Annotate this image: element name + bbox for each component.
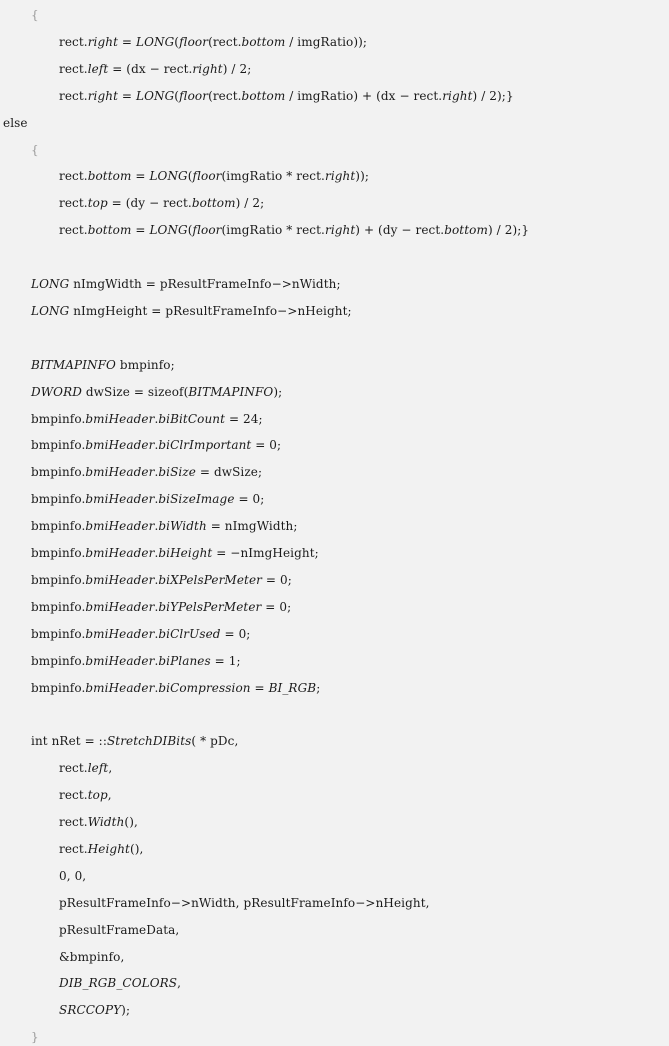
code-line	[0, 60, 251, 78]
code-identifier: floor	[192, 223, 222, 237]
code-text: .	[154, 546, 159, 560]
code-identifier: biPlanes	[158, 654, 211, 668]
code-text: bmpinfo.	[31, 492, 86, 506]
code-text: pResultFrameData,	[59, 923, 180, 937]
code-text: =	[118, 89, 136, 103]
code-text: = 0;	[261, 573, 292, 587]
code-identifier: bmiHeader	[85, 492, 155, 506]
code-line	[0, 221, 529, 239]
code-text: (rect.	[208, 89, 242, 103]
brace-glyph: }	[31, 1030, 39, 1044]
code-text: (imgRatio * rect.	[221, 223, 325, 237]
code-text: (	[174, 35, 180, 49]
code-text: bmpinfo.	[31, 627, 86, 641]
code-text: bmpinfo.	[31, 681, 86, 695]
code-identifier: floor	[179, 89, 209, 103]
code-text: ,	[177, 976, 182, 990]
code-text: dwSize = sizeof(	[81, 385, 189, 399]
code-text: rect.	[59, 169, 88, 183]
code-line	[0, 732, 238, 750]
code-text: ) / 2);}	[472, 89, 514, 103]
code-identifier: biBitCount	[158, 412, 226, 426]
code-text: rect.	[59, 89, 88, 103]
code-line	[0, 921, 179, 939]
code-identifier: right	[192, 62, 223, 76]
code-line	[0, 114, 28, 132]
code-text: rect.	[59, 35, 88, 49]
code-text: = 1;	[210, 654, 241, 668]
code-text: = 0;	[261, 600, 292, 614]
code-text: bmpinfo.	[31, 546, 86, 560]
code-text: ) / 2;	[235, 196, 265, 210]
code-identifier: left	[87, 62, 109, 76]
code-text: .	[154, 519, 159, 533]
code-text: = 24;	[225, 412, 263, 426]
code-identifier: bottom	[241, 35, 286, 49]
code-text: &bmpinfo,	[59, 950, 125, 964]
code-identifier: LONG	[149, 223, 188, 237]
code-text: = 0;	[251, 438, 282, 452]
code-text: ) + (dy − rect.	[355, 223, 445, 237]
code-text: bmpinfo.	[31, 519, 86, 533]
blank-line	[0, 248, 31, 266]
code-line	[0, 33, 367, 51]
code-text: (),	[129, 842, 144, 856]
code-text: bmpinfo.	[31, 412, 86, 426]
code-identifier: bmiHeader	[85, 681, 155, 695]
code-text: ) / 2;	[222, 62, 252, 76]
code-text: .	[154, 492, 159, 506]
code-text: rect.	[59, 788, 88, 802]
code-text: .	[154, 681, 159, 695]
code-text: (	[187, 223, 193, 237]
code-line	[0, 571, 292, 589]
code-line	[0, 463, 262, 481]
code-text: = 0;	[220, 627, 251, 641]
code-text: rect.	[59, 223, 88, 237]
code-identifier: StretchDIBits	[106, 734, 192, 748]
code-identifier: BITMAPINFO	[31, 358, 116, 372]
code-identifier: right	[87, 35, 119, 49]
code-identifier: biCompression	[158, 681, 251, 695]
code-text: .	[154, 654, 159, 668]
code-identifier: bmiHeader	[85, 600, 155, 614]
code-identifier: floor	[192, 169, 222, 183]
code-line	[0, 679, 320, 697]
code-text: .	[154, 627, 159, 641]
code-text: = nImgWidth;	[206, 519, 298, 533]
code-identifier: right	[442, 89, 473, 103]
code-text: rect.	[59, 196, 88, 210]
code-line	[0, 87, 514, 105]
code-text: = −nImgHeight;	[212, 546, 319, 560]
code-text: .	[154, 438, 159, 452]
code-identifier: bmiHeader	[85, 654, 155, 668]
code-identifier: biHeight	[158, 546, 213, 560]
code-line	[0, 141, 39, 159]
code-text: .	[154, 412, 159, 426]
code-line	[0, 356, 175, 374]
code-text: =	[131, 169, 150, 183]
code-identifier: bmiHeader	[85, 573, 155, 587]
code-text: / imgRatio));	[285, 35, 368, 49]
code-line	[0, 275, 341, 293]
code-line	[0, 625, 250, 643]
code-line	[0, 544, 319, 562]
code-text: rect.	[59, 842, 88, 856]
code-text: bmpinfo.	[31, 438, 86, 452]
blank-line	[0, 705, 31, 723]
code-line	[0, 194, 264, 212]
code-identifier: right	[324, 223, 356, 237]
code-text: ( * pDc,	[191, 734, 239, 748]
code-text: = (dx − rect.	[108, 62, 193, 76]
code-text: bmpinfo.	[31, 465, 86, 479]
code-line	[0, 167, 369, 185]
code-line	[0, 813, 138, 831]
code-line	[0, 759, 112, 777]
code-text: (imgRatio * rect.	[221, 169, 325, 183]
code-text: =	[250, 681, 269, 695]
code-identifier: bottom	[241, 89, 286, 103]
code-line	[0, 302, 352, 320]
code-identifier: bmiHeader	[85, 412, 155, 426]
code-identifier: LONG	[31, 304, 70, 318]
code-identifier: bmiHeader	[85, 519, 155, 533]
code-identifier: biXPelsPerMeter	[158, 573, 262, 587]
code-identifier: bmiHeader	[85, 546, 155, 560]
code-text: = (dy − rect.	[107, 196, 192, 210]
code-identifier: right	[324, 169, 356, 183]
code-identifier: top	[87, 788, 108, 802]
code-text: int nRet = ::	[31, 734, 107, 748]
code-identifier: right	[87, 89, 119, 103]
code-identifier: bmiHeader	[85, 438, 155, 452]
code-identifier: biClrImportant	[158, 438, 252, 452]
code-line	[0, 517, 298, 535]
code-text: bmpinfo.	[31, 600, 86, 614]
code-text: bmpinfo;	[116, 358, 175, 372]
code-text: );	[273, 385, 283, 399]
code-identifier: bottom	[87, 169, 132, 183]
code-text: ));	[355, 169, 370, 183]
code-text: bmpinfo.	[31, 573, 86, 587]
code-identifier: floor	[179, 35, 209, 49]
code-text: .	[154, 600, 159, 614]
code-text: (rect.	[208, 35, 242, 49]
code-identifier: SRCCOPY	[59, 1003, 122, 1017]
code-identifier: bottom	[444, 223, 488, 237]
code-identifier: BITMAPINFO	[188, 385, 274, 399]
code-line	[0, 490, 264, 508]
code-text: (	[187, 169, 193, 183]
code-identifier: biYPelsPerMeter	[158, 600, 262, 614]
code-identifier: LONG	[149, 169, 188, 183]
code-text: );	[121, 1003, 131, 1017]
code-line	[0, 974, 181, 992]
code-line	[0, 410, 263, 428]
code-line	[0, 1001, 130, 1019]
code-text: .	[154, 465, 159, 479]
code-line	[0, 598, 291, 616]
code-identifier: DIB_RGB_COLORS	[59, 976, 178, 990]
code-line	[0, 436, 281, 454]
code-text: else	[3, 116, 28, 130]
code-identifier: LONG	[136, 35, 175, 49]
code-text: ) / 2);}	[487, 223, 530, 237]
code-text: ,	[107, 788, 112, 802]
code-text: nImgWidth = pResultFrameInfo−>nWidth;	[69, 277, 341, 291]
code-line	[0, 948, 124, 966]
code-text: pResultFrameInfo−>nWidth, pResultFrameInfo−>nHeight,	[59, 896, 430, 910]
code-text: = 0;	[234, 492, 265, 506]
code-identifier: biWidth	[158, 519, 207, 533]
code-text: ;	[316, 681, 321, 695]
code-text: (	[174, 89, 180, 103]
code-text: nImgHeight = pResultFrameInfo−>nHeight;	[69, 304, 352, 318]
code-identifier: biClrUsed	[158, 627, 221, 641]
code-text: bmpinfo.	[31, 654, 86, 668]
code-identifier: top	[87, 196, 108, 210]
blank-line	[0, 329, 31, 347]
code-line	[0, 840, 143, 858]
code-line	[0, 652, 241, 670]
code-identifier: DWORD	[31, 385, 82, 399]
code-identifier: biSizeImage	[158, 492, 235, 506]
code-line	[0, 867, 86, 885]
code-identifier: left	[87, 761, 109, 775]
code-text: / imgRatio) + (dx − rect.	[285, 89, 443, 103]
code-text: .	[154, 573, 159, 587]
code-identifier: LONG	[31, 277, 70, 291]
code-line	[0, 786, 112, 804]
code-identifier: Width	[87, 815, 125, 829]
code-identifier: biSize	[158, 465, 196, 479]
code-line	[0, 6, 39, 24]
code-text: = dwSize;	[195, 465, 263, 479]
code-identifier: Height	[87, 842, 130, 856]
code-text: (),	[124, 815, 138, 829]
code-line	[0, 894, 430, 912]
code-identifier: LONG	[136, 89, 175, 103]
brace-glyph: {	[31, 143, 39, 157]
code-text: =	[118, 35, 136, 49]
code-text: rect.	[59, 761, 88, 775]
code-identifier: bottom	[87, 223, 132, 237]
code-text: rect.	[59, 62, 88, 76]
code-line	[0, 383, 282, 401]
code-identifier: BI_RGB	[268, 681, 317, 695]
code-text: ,	[108, 761, 113, 775]
code-identifier: bmiHeader	[85, 465, 155, 479]
code-identifier: bottom	[191, 196, 236, 210]
code-text: 0, 0,	[59, 869, 87, 883]
brace-glyph: {	[31, 8, 39, 22]
code-identifier: bmiHeader	[85, 627, 155, 641]
code-text: rect.	[59, 815, 88, 829]
code-text: =	[131, 223, 150, 237]
